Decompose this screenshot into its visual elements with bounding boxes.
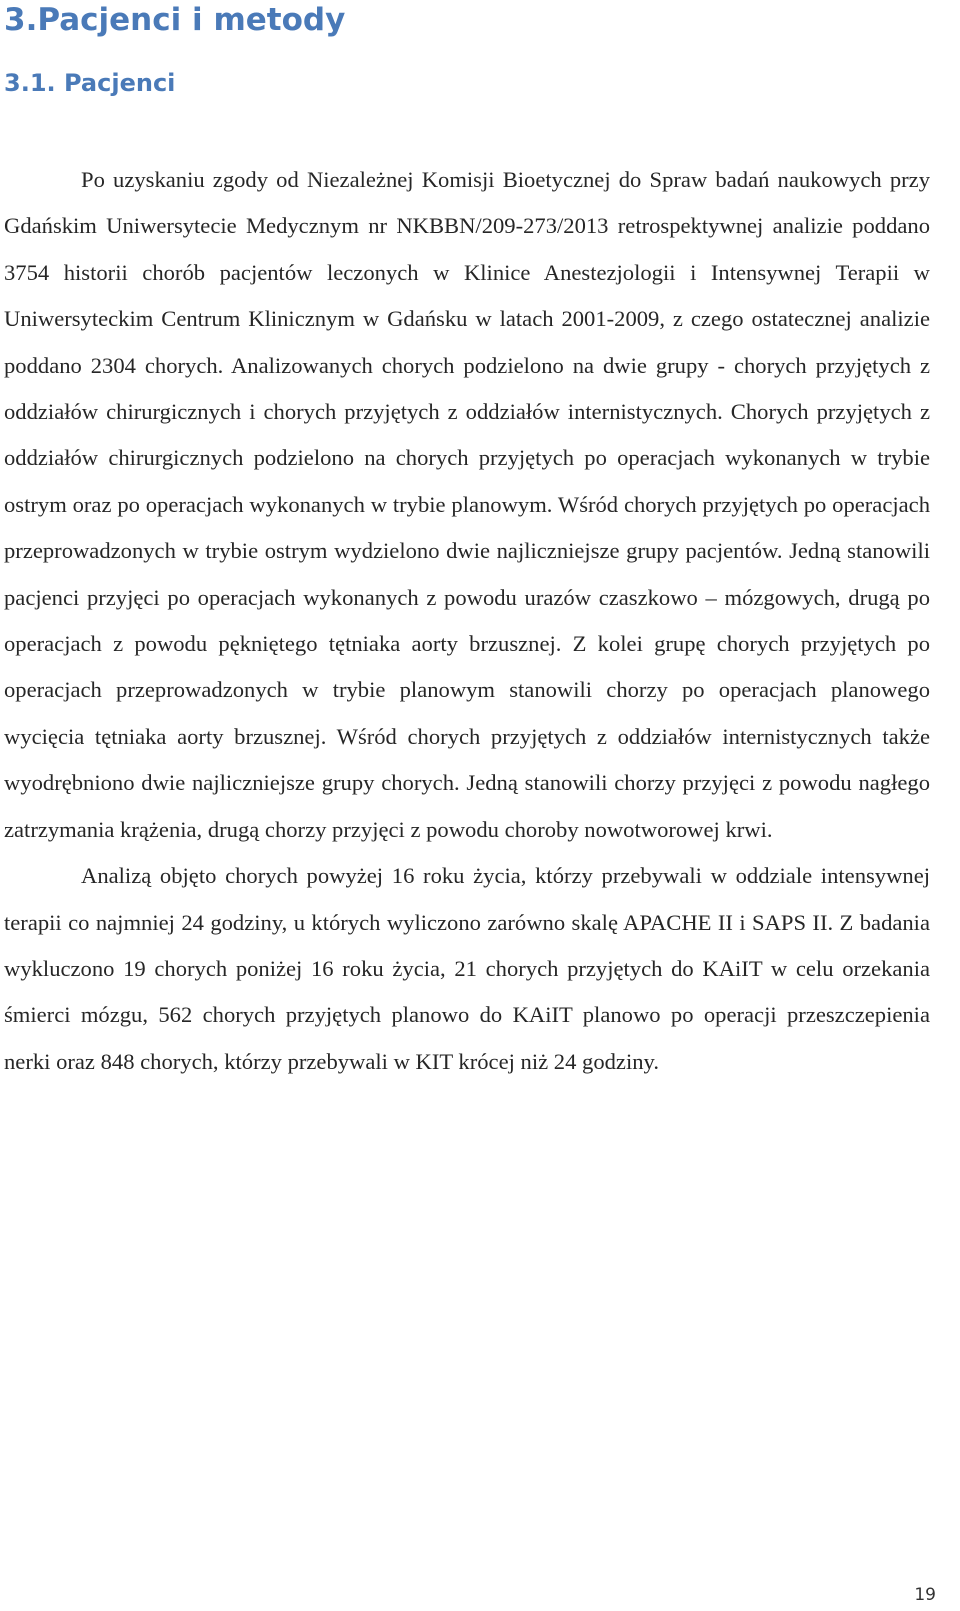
body-text (4, 157, 930, 1085)
paragraph-patients-selection: Po uzyskaniu zgody od Niezależnej Komisji Bioetycznej do Spraw badań naukowych przy Gdańskim Uniwersytecie Medycznym nr NKBBN/209-273/2013 retrospektywnej analizie poddano 3754 historii chorób pacjentów leczonych w Klinice Anestezjologii i Intensywnej Terapii w Uniwersyteckim Centrum Klinicznym w Gdańsku w latach 2001-2009, z czego ostatecznej analizie poddano 2304 chorych. Analizowanych chorych podzielono na dwie grupy - chorych przyjętych z oddziałów chirurgicznych i chorych przyjętych z oddziałów internistycznych. Chorych przyjętych z oddziałów chirurgicznych podzielono na chorych przyjętych po operacjach wykonanych w trybie ostrym oraz po operacjach wykonanych w trybie planowym. Wśród chorych przyjętych po operacjach przeprowadzonych w trybie ostrym wydzielono dwie najliczniejsze grupy pacjentów. Jedną stanowili pacjenci przyjęci po operacjach wykonanych z powodu urazów czaszkowo – mózgowych, drugą po operacjach z powodu pękniętego tętniaka aorty brzusznej. Z kolei grupę chorych przyjętych po operacjach przeprowadzonych w trybie planowym stanowili chorzy po operacjach planowego wycięcia tętniaka aorty brzusznej. Wśród chorych przyjętych z oddziałów internistycznych także wyodrębniono dwie najliczniejsze grupy chorych. Jedną stanowili chorzy przyjęci z powodu nagłego zatrzymania krążenia, drugą chorzy przyjęci z powodu choroby nowotworowej krwi. (4, 167, 930, 842)
paragraph-inclusion-criteria: Analizą objęto chorych powyżej 16 roku życia, którzy przebywali w oddziale intensywnej terapii co najmniej 24 godziny, u których wyliczono zarówno skalę APACHE II i SAPS II. Z badania wykluczono 19 chorych poniżej 16 roku życia, 21 chorych przyjętych do KAiIT w celu orzekania śmierci mózgu, 562 chorych przyjętych planowo do KAiIT planowo po operacji przeszczepienia nerki oraz 848 chorych, którzy przebywali w KIT krócej niż 24 godziny. (4, 863, 930, 1074)
chapter-title: 3.Pacjenci i metody (4, 2, 346, 38)
section-title: 3.1. Pacjenci (4, 69, 176, 97)
page-number: 19 (914, 1585, 936, 1605)
